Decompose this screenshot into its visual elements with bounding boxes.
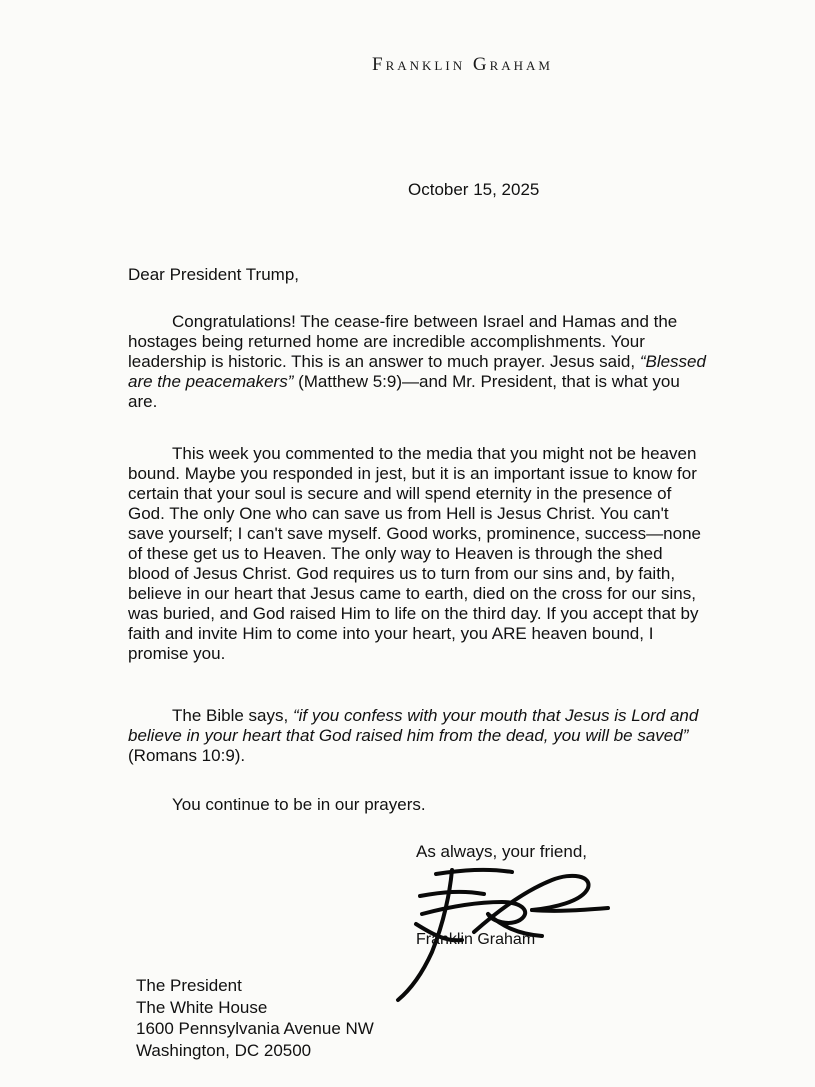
- paragraph-2: [128, 444, 708, 664]
- address-line-4: Washington, DC 20500: [136, 1040, 312, 1060]
- letter-date: October 15, 2025: [408, 180, 540, 199]
- letterhead-name: Franklin Graham: [372, 54, 553, 75]
- paragraph-4: [128, 795, 708, 815]
- paragraph-2-text: This week you commented to the media that you might not be heaven bound. Maybe you responded in jest, but it is an important issue to know for certain that your soul is secure and will spend eternity in the presence of God. The only One who can save us from Hell is Jesus Christ. You can't save yourself; I can't save myself. Good works, prominence, success—none of these get us to Heaven. The only way to Heaven is through the shed blood of Jesus Christ. God requires us to turn from our sins and, by faith, believe in our heart that Jesus came to earth, died on the cross for our sins, was buried, and God raised Him to life on the third day. If you accept that by faith and invite Him to come into your heart, you ARE heaven bound, I promise you.: [128, 444, 701, 663]
- paragraph-1-quote: “Blessed are the peacemakers”: [128, 352, 706, 391]
- paragraph-1-text-b: (Matthew 5:9)—and Mr. President, that is what you are.: [128, 372, 680, 411]
- letterhead: [0, 54, 815, 76]
- closing: As always, your friend,: [416, 842, 588, 861]
- recipient-address: [136, 975, 374, 1061]
- paragraph-3-text-b: (Romans 10:9).: [128, 746, 246, 765]
- address-line-1: The President: [136, 976, 242, 995]
- address-line-3: 1600 Pennsylvania Avenue NW: [136, 1019, 374, 1038]
- paragraph-1-text-a: Congratulations! The cease-fire between Israel and Hamas and the hostages being returned home are incredible accomplishments. Your leadership is historic. This is an answer to much prayer. Jesus said,: [128, 312, 678, 371]
- typed-signature-name: Franklin Graham: [416, 931, 536, 948]
- paragraph-1: [128, 312, 708, 412]
- salutation: Dear President Trump,: [128, 265, 300, 284]
- paragraph-3: [128, 706, 708, 766]
- paragraph-4-text: You continue to be in our prayers.: [172, 795, 426, 814]
- address-line-2: The White House: [136, 997, 268, 1017]
- paragraph-3-quote: “if you confess with your mouth that Jesus is Lord and believe in your heart that God raised him from the dead, you will be saved”: [128, 706, 699, 745]
- paragraph-3-text-a: The Bible says,: [172, 706, 293, 725]
